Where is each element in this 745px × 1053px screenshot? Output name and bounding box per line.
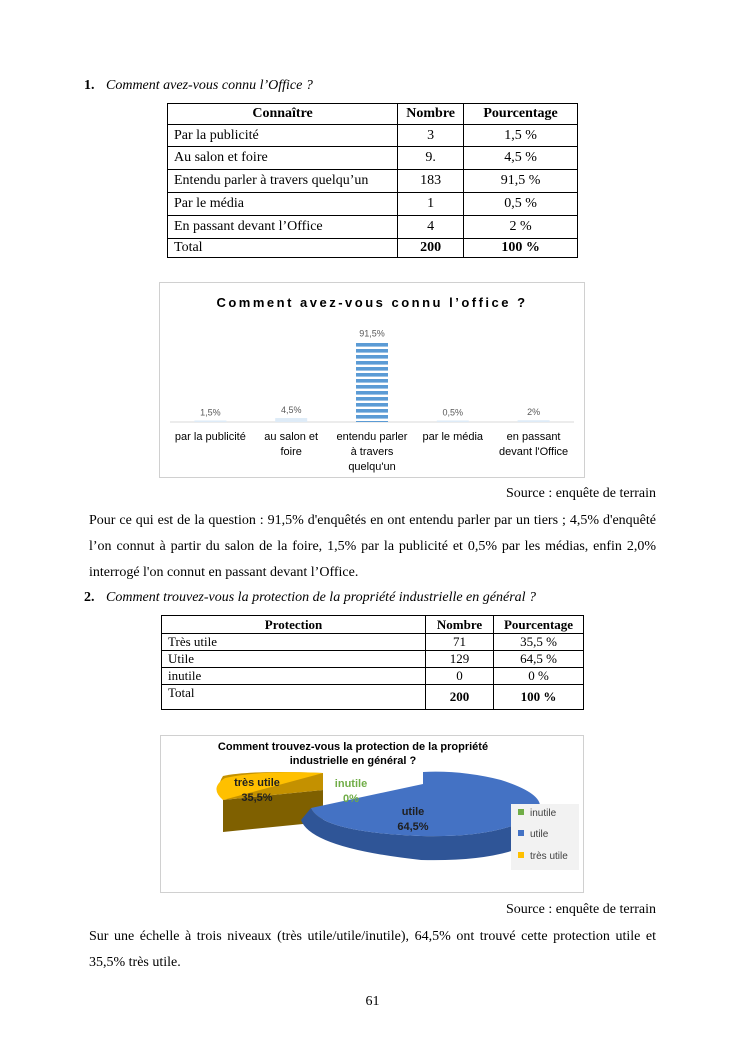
paragraph-1: Pour ce qui est de la question : 91,5% d'enquêtés en ont entendu parler par un tiers ; 4,5% d'enquêté l’on connut à partir du salon de la foire, 1,5% par la publicité et 0,5% par les médias, enfin 2,0% interrogé l'on connut en passant devant l’Office. <box>89 513 656 580</box>
source-2: Source : enquête de terrain <box>505 902 656 917</box>
pie-chart <box>160 735 584 893</box>
bar <box>437 421 469 423</box>
table-cell: 0 <box>426 668 494 685</box>
table-cell: Par le média <box>168 193 398 216</box>
table-total-row <box>162 685 584 710</box>
bar-chart <box>159 282 585 478</box>
table-cell: 200 <box>426 685 494 710</box>
table-row <box>162 651 584 668</box>
table-cell: 35,5 % <box>494 634 584 651</box>
table-cell: 1 <box>398 193 464 216</box>
pie-label-utile-name: utile <box>401 806 425 818</box>
table-cell: 91,5 % <box>464 170 578 193</box>
table-row <box>168 193 578 216</box>
table-cell: 100 % <box>464 239 578 258</box>
table-cell: 4,5 % <box>464 147 578 170</box>
question-1-text: Comment avez-vous connu l’Office ? <box>106 78 313 93</box>
legend-swatch-utile <box>518 830 524 836</box>
table-cell: 2 % <box>464 216 578 239</box>
table-cell: 1,5 % <box>464 125 578 147</box>
question-2 <box>84 590 536 606</box>
table-protection <box>161 615 584 710</box>
pie-label-tres-utile-value: 35,5% <box>241 792 273 804</box>
bar-category-label: en passant <box>506 431 561 443</box>
bar <box>275 418 307 422</box>
table-cell: 129 <box>426 651 494 668</box>
pie-chart-title-line-2: industrielle en général ? <box>289 755 417 767</box>
bar-chart-title: Comment avez-vous connu l’office ? <box>216 295 528 310</box>
bar-category-label: à travers <box>350 446 394 458</box>
table-cell: Total <box>168 239 398 258</box>
table-total-row <box>168 239 578 258</box>
bar-category-label: foire <box>280 446 302 458</box>
question-2-number: 2. <box>84 590 95 605</box>
bar-category-label: quelqu'un <box>348 461 396 473</box>
table-row <box>168 125 578 147</box>
table-cell: 4 <box>398 216 464 239</box>
table-header: Nombre <box>426 616 494 634</box>
table-row <box>168 170 578 193</box>
table-header: Nombre <box>398 104 464 125</box>
table-cell: 9. <box>398 147 464 170</box>
bar-data-label: 2% <box>527 407 541 418</box>
legend-label-utile: utile <box>530 829 549 840</box>
table-connaitre <box>167 103 578 258</box>
table-cell: 3 <box>398 125 464 147</box>
table-row <box>168 147 578 170</box>
table-header: Connaître <box>168 104 398 125</box>
paragraph-2: Sur une échelle à trois niveaux (très utile/utile/inutile), 64,5% ont trouvé cette protection utile et 35,5% très utile. <box>89 929 656 970</box>
table-cell: En passant devant l’Office <box>168 216 398 239</box>
pie-label-utile-value: 64,5% <box>397 821 429 833</box>
table-row <box>162 634 584 651</box>
pie-label-tres-utile-name: très utile <box>234 777 280 789</box>
bar-category-label: par le média <box>422 431 484 443</box>
legend-label-inutile: inutile <box>530 808 557 819</box>
page-number: 61 <box>365 994 380 1009</box>
table-row <box>162 668 584 685</box>
bar <box>518 420 550 422</box>
table-cell: inutile <box>162 668 426 685</box>
table-cell: Utile <box>162 651 426 668</box>
table-header: Pourcentage <box>494 616 584 634</box>
table-cell: 200 <box>398 239 464 258</box>
table-cell: 71 <box>426 634 494 651</box>
bar-data-label: 4,5% <box>280 405 302 416</box>
bar-category-label: entendu parler <box>336 431 408 443</box>
bar-chart-svg <box>160 283 584 477</box>
bar-data-label: 91,5% <box>359 328 385 339</box>
table-row <box>168 216 578 239</box>
pie-chart-svg <box>161 736 583 892</box>
bar-category-label: au salon et <box>264 431 319 443</box>
question-1-number: 1. <box>84 78 95 93</box>
pie-chart-title-line-1: Comment trouvez-vous la protection de la propriété <box>217 741 489 753</box>
bar-category-label: par la publicité <box>174 431 246 443</box>
bar <box>194 421 226 423</box>
table-cell: Au salon et foire <box>168 147 398 170</box>
question-1 <box>84 78 313 94</box>
bar <box>356 341 388 422</box>
source-1: Source : enquête de terrain <box>505 486 656 501</box>
bar-data-label: 0,5% <box>442 407 464 418</box>
bar-data-label: 1,5% <box>200 407 221 418</box>
table-header: Protection <box>162 616 426 634</box>
table-cell: 0 % <box>494 668 584 685</box>
table-header: Pourcentage <box>464 104 578 125</box>
question-2-text: Comment trouvez-vous la protection de la propriété industrielle en général ? <box>106 590 537 605</box>
table-cell: 0,5 % <box>464 193 578 216</box>
pie-label-inutile-name: inutile <box>334 778 368 790</box>
table-cell: Total <box>162 685 426 710</box>
table-cell: 64,5 % <box>494 651 584 668</box>
legend-label-tres-utile: très utile <box>530 851 568 862</box>
pie-label-inutile-value: 0% <box>343 793 359 805</box>
table-cell: Très utile <box>162 634 426 651</box>
legend-swatch-tres-utile <box>518 852 524 858</box>
table-cell: 183 <box>398 170 464 193</box>
table-cell: 100 % <box>494 685 584 710</box>
table-cell: Entendu parler à travers quelqu’un <box>168 170 398 193</box>
table-cell: Par la publicité <box>168 125 398 147</box>
legend-swatch-inutile <box>518 809 524 815</box>
bar-category-label: devant l'Office <box>499 446 569 458</box>
